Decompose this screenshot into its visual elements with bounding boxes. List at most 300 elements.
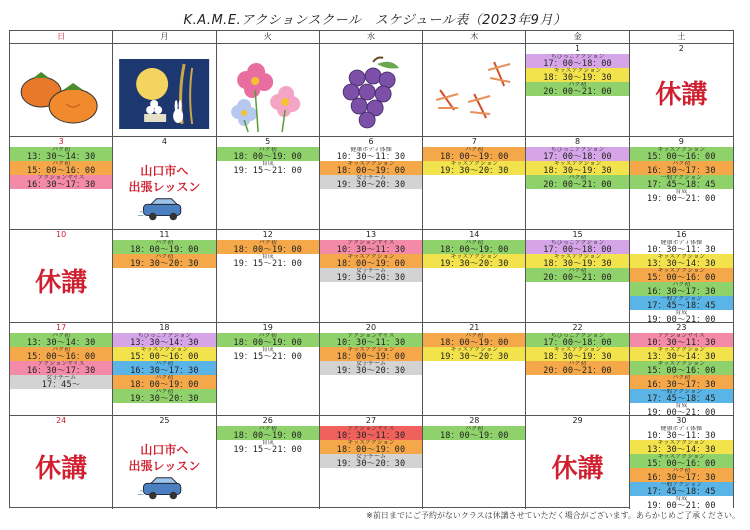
class-name: キッズアクション [553, 347, 602, 353]
class-name: キッズアクション [140, 347, 189, 353]
class-slot[interactable] [10, 333, 112, 347]
class-name: パク初 [258, 333, 277, 339]
class-time: 10：30～11：30 [336, 152, 406, 161]
class-name: キッズアクション [347, 347, 395, 353]
class-time: 20：00～21：00 [543, 366, 612, 375]
class-slot[interactable] [423, 240, 525, 254]
class-time: 18：00～19：00 [336, 166, 406, 175]
class-slot[interactable] [320, 333, 422, 347]
class-slot[interactable] [630, 268, 733, 282]
class-slot[interactable] [320, 161, 422, 175]
class-name: パク初 [465, 147, 484, 153]
class-name: 女子チーム [355, 268, 386, 274]
class-name: 女子チーム [355, 454, 386, 460]
class-time: 18：30～19：30 [543, 259, 612, 268]
day-number: 16 [676, 230, 687, 239]
class-time: 19：30～20：30 [439, 352, 509, 361]
day-number: 24 [56, 416, 67, 425]
day-number: 19 [262, 323, 273, 332]
class-name: 女子チーム [355, 175, 386, 181]
trip-line-2: 出張レッスン [128, 180, 201, 194]
class-name: パク初 [155, 361, 174, 367]
class-slot[interactable] [10, 347, 112, 361]
class-time: 18：00～19：00 [336, 352, 406, 361]
class-name: アクションサイズ [657, 333, 705, 339]
day-cell [217, 230, 320, 323]
class-slot[interactable] [320, 347, 422, 361]
class-slot[interactable] [526, 361, 628, 375]
class-slot[interactable] [630, 468, 733, 482]
class-slot[interactable] [630, 454, 733, 468]
class-name: 育成 [675, 496, 688, 502]
day-cell [10, 137, 113, 230]
persimmon-illustration [10, 54, 112, 134]
class-slot[interactable] [320, 147, 422, 161]
class-time: 17：00～18：00 [543, 152, 612, 161]
day-cell [10, 323, 113, 416]
class-name: アクションサイズ [37, 361, 85, 367]
class-name: キッズアクション [657, 361, 706, 367]
day-cell [113, 416, 216, 509]
class-slot[interactable] [630, 347, 733, 361]
day-number: 22 [572, 323, 583, 332]
day-number: 14 [469, 230, 480, 239]
class-time: 13：30～14：30 [647, 259, 716, 268]
class-name: ちびっこアクション [550, 147, 605, 153]
class-name: パク初 [568, 268, 587, 274]
dragonfly-illustration [423, 54, 525, 134]
class-time: 18：30～19：30 [543, 166, 612, 175]
day-cell [113, 137, 216, 230]
class-time: 18：00～19：00 [439, 431, 509, 440]
class-time: 17：45～18：45 [647, 180, 716, 189]
class-time: 20：00～21：00 [543, 273, 612, 282]
class-time: 18：00～19：00 [336, 259, 406, 268]
day-cell [320, 230, 423, 323]
day-cell [10, 416, 113, 509]
day-cell [320, 323, 423, 416]
class-name: 健康ボディ体操 [660, 240, 703, 246]
class-slot[interactable] [320, 254, 422, 268]
class-name: パク初 [672, 161, 691, 167]
trip-line-1: 山口市へ [140, 443, 189, 457]
class-time: 13：30～14：30 [647, 352, 716, 361]
day-cell [526, 137, 629, 230]
class-time: 16：30～17：30 [647, 287, 716, 296]
class-time: 17：45～18：45 [647, 301, 716, 310]
weekday-header [10, 31, 733, 44]
class-time: 19：30～20：30 [130, 394, 199, 403]
class-slot[interactable] [526, 147, 628, 161]
class-slot[interactable] [217, 161, 319, 175]
class-slot[interactable] [10, 161, 112, 175]
class-name: 健康ボディ体操 [660, 426, 703, 432]
class-name: キッズアクション [553, 161, 602, 167]
class-name: パク初 [465, 240, 484, 246]
class-slot[interactable] [630, 240, 733, 254]
footer-note: ※前日までにご予約がないクラスは休講させていただく場合がございます。あらかじめご了承ください。 [366, 511, 740, 520]
class-slot[interactable] [10, 147, 112, 161]
class-slot[interactable] [320, 240, 422, 254]
class-slot[interactable] [526, 347, 628, 361]
day-number: 10 [56, 230, 67, 239]
class-time: 18：00～19：00 [233, 245, 303, 254]
class-name: パク初 [568, 82, 587, 88]
class-time: 19：00～21：00 [647, 501, 716, 509]
class-slot[interactable] [526, 161, 628, 175]
class-slot[interactable] [113, 375, 215, 389]
class-name: キッズアクション [657, 440, 706, 446]
class-time: 10：30～11：30 [647, 431, 716, 440]
day-number: 3 [58, 137, 64, 146]
class-slot[interactable] [113, 240, 215, 254]
class-name: アクションサイズ [37, 175, 85, 181]
day-cell [526, 323, 629, 416]
class-time: 10：30～11：30 [336, 431, 406, 440]
class-time: 16：30～17：30 [647, 473, 716, 482]
class-name: パク初 [52, 147, 71, 153]
class-slot[interactable] [630, 254, 733, 268]
class-time: 13：30～14：30 [647, 445, 716, 454]
day-cell [630, 137, 733, 230]
day-number: 26 [262, 416, 273, 425]
class-slot[interactable] [630, 333, 733, 347]
class-time: 18：00～19：00 [439, 338, 509, 347]
class-slot[interactable] [217, 347, 319, 361]
class-time: 19：15～21：00 [233, 259, 303, 268]
class-name: キッズアクション [553, 68, 602, 74]
class-name: 女子チーム [355, 361, 386, 367]
class-slot[interactable] [113, 347, 215, 361]
class-name: 育成 [261, 161, 274, 167]
class-time: 13：30～14：30 [26, 152, 96, 161]
class-slot[interactable] [217, 440, 319, 454]
class-name: キッズアクション [657, 147, 706, 153]
class-time: 18：00～19：00 [233, 338, 303, 347]
class-slot[interactable] [113, 254, 215, 268]
class-time: 19：15～21：00 [233, 445, 303, 454]
class-time: 19：30～20：30 [336, 180, 406, 189]
class-slot[interactable] [630, 440, 733, 454]
day-number: 20 [365, 323, 377, 332]
class-slot[interactable] [423, 147, 525, 161]
class-name: アクションサイズ [347, 426, 395, 432]
class-slot[interactable] [320, 268, 422, 282]
class-time: 15：00～16：00 [647, 366, 716, 375]
class-time: 10：30～11：30 [336, 245, 406, 254]
class-slot[interactable] [526, 175, 628, 189]
grape-illustration [320, 54, 422, 134]
car-icon [113, 195, 215, 227]
class-slot[interactable] [10, 375, 112, 389]
class-time: 17：45～18：45 [647, 394, 716, 403]
class-slot[interactable] [630, 375, 733, 389]
day-number: 11 [159, 230, 170, 239]
day-cell [320, 44, 423, 137]
trip-line-2: 出張レッスン [128, 459, 201, 473]
class-slot[interactable] [630, 189, 733, 203]
class-time: 19：30～20：30 [336, 366, 406, 375]
lesson-trip-label [113, 163, 215, 195]
day-cell [526, 416, 629, 509]
class-time: 18：00～19：00 [130, 245, 199, 254]
class-name: 育成 [675, 189, 688, 195]
class-name: 育成 [261, 347, 274, 353]
day-cell [10, 44, 113, 137]
class-slot[interactable] [630, 175, 733, 189]
class-name: 育成 [261, 254, 274, 260]
class-slot[interactable] [320, 440, 422, 454]
day-number: 5 [265, 137, 271, 146]
class-name: パク初 [568, 361, 587, 367]
class-name: キッズアクション [657, 268, 706, 274]
class-time: 18：00～19：00 [439, 152, 509, 161]
closed-label: 休講 [551, 454, 604, 484]
moon-viewing-illustration [113, 54, 215, 134]
class-slot[interactable] [630, 147, 733, 161]
class-slot[interactable] [526, 68, 628, 82]
class-time: 18：00～19：00 [336, 445, 406, 454]
day-number: 1 [575, 44, 581, 53]
class-time: 15：00～16：00 [130, 352, 199, 361]
class-time: 19：00～21：00 [647, 194, 716, 203]
weekday-sat: 土 [677, 32, 686, 41]
class-slot[interactable] [113, 361, 215, 375]
class-time: 10：30～11：30 [647, 245, 716, 254]
class-slot[interactable] [526, 268, 628, 282]
class-slot[interactable] [630, 361, 733, 375]
class-slot[interactable] [630, 389, 733, 403]
class-name: パク初 [258, 147, 277, 153]
day-cell [630, 230, 733, 323]
class-time: 15：00～16：00 [26, 352, 96, 361]
day-cell [526, 230, 629, 323]
class-name: パク初 [465, 426, 484, 432]
class-name: パク初 [52, 161, 71, 167]
class-name: 一般アクション [660, 389, 703, 395]
class-time: 18：00～19：00 [233, 152, 303, 161]
day-number: 9 [678, 137, 684, 146]
class-slot[interactable] [526, 82, 628, 96]
class-slot[interactable] [217, 254, 319, 268]
class-slot[interactable] [217, 147, 319, 161]
day-cell [630, 323, 733, 416]
class-time: 13：30～14：30 [130, 338, 199, 347]
class-time: 10：30～11：30 [336, 338, 406, 347]
class-time: 13：30～14：30 [26, 338, 96, 347]
class-slot[interactable] [630, 310, 733, 323]
class-name: キッズアクション [347, 440, 395, 446]
class-time: 16：30～17：30 [26, 366, 96, 375]
class-name: ちびっこアクション [137, 333, 192, 339]
class-time: 16：30～17：30 [647, 380, 716, 389]
class-slot[interactable] [217, 240, 319, 254]
weekday-wed: 水 [320, 31, 423, 43]
class-slot[interactable] [10, 361, 112, 375]
class-name: キッズアクション [657, 254, 706, 260]
day-cell [217, 323, 320, 416]
class-slot[interactable] [423, 161, 525, 175]
class-time: 19：15～21：00 [233, 166, 303, 175]
class-name: キッズアクション [450, 254, 499, 260]
class-name: キッズアクション [657, 347, 706, 353]
class-name: パク初 [465, 333, 484, 339]
day-cell [113, 323, 216, 416]
class-time: 15：00～16：00 [647, 152, 716, 161]
day-number: 15 [572, 230, 583, 239]
class-name: パク初 [52, 333, 71, 339]
day-cell [630, 416, 733, 509]
class-time: 17：00～18：00 [543, 245, 612, 254]
class-name: パク初 [155, 254, 174, 260]
class-slot[interactable] [526, 254, 628, 268]
class-slot[interactable] [630, 403, 733, 416]
day-cell [423, 416, 526, 509]
day-cell [217, 137, 320, 230]
class-name: キッズアクション [347, 161, 395, 167]
class-slot[interactable] [217, 333, 319, 347]
class-name: パク初 [672, 375, 691, 381]
closed-label: 休講 [35, 268, 88, 298]
class-time: 19：00～21：00 [647, 408, 716, 416]
class-slot[interactable] [10, 175, 112, 189]
class-name: パク初 [672, 468, 691, 474]
trip-line-1: 山口市へ [140, 164, 189, 178]
class-name: 健康ボディ体操 [350, 147, 392, 153]
class-slot[interactable] [630, 482, 733, 496]
class-time: 18：00～19：00 [439, 245, 509, 254]
class-slot[interactable] [423, 347, 525, 361]
class-slot[interactable] [526, 333, 628, 347]
class-slot[interactable] [630, 426, 733, 440]
class-slot[interactable] [320, 361, 422, 375]
class-time: 10：30～11：30 [647, 338, 716, 347]
cosmos-flower-illustration [217, 54, 319, 134]
class-name: キッズアクション [553, 254, 602, 260]
day-cell [423, 137, 526, 230]
class-name: パク初 [258, 240, 277, 246]
class-time: 16：30～17：30 [130, 366, 199, 375]
class-time: 19：15～21：00 [233, 352, 303, 361]
closed-label: 休講 [655, 80, 708, 110]
class-time: 18：30～19：30 [543, 352, 612, 361]
class-time: 18：00～19：00 [233, 431, 303, 440]
class-slot[interactable] [630, 496, 733, 509]
class-slot[interactable] [526, 54, 628, 68]
day-cell [320, 416, 423, 509]
class-name: パク初 [155, 240, 174, 246]
lesson-trip-label [113, 442, 215, 474]
class-time: 19：30～20：30 [336, 273, 406, 282]
class-time: 17：00～18：00 [543, 59, 612, 68]
class-time: 18：30～19：30 [543, 73, 612, 82]
class-slot[interactable] [113, 333, 215, 347]
class-name: パク初 [52, 347, 71, 353]
day-cell [423, 230, 526, 323]
class-name: アクションサイズ [347, 240, 395, 246]
class-time: 19：30～20：30 [336, 459, 406, 468]
class-slot[interactable] [320, 454, 422, 468]
weekday-sun: 日 [10, 31, 113, 43]
class-name: ちびっこアクション [550, 54, 605, 60]
class-name: パク初 [672, 282, 691, 288]
class-name: 一般アクション [660, 296, 703, 302]
class-slot[interactable] [113, 389, 215, 403]
closed-label: 休講 [35, 454, 88, 484]
weekday-mon: 月 [113, 31, 216, 43]
day-cell [217, 44, 320, 137]
day-cell [423, 323, 526, 416]
day-number: 29 [572, 416, 583, 425]
day-cell [320, 137, 423, 230]
class-slot[interactable] [423, 254, 525, 268]
class-time: 15：00～16：00 [647, 459, 716, 468]
class-slot[interactable] [423, 426, 525, 440]
day-number: 12 [262, 230, 273, 239]
class-time: 16：30～17：30 [647, 166, 716, 175]
weekday-thu: 木 [423, 31, 526, 43]
class-time: 20：00～21：00 [543, 180, 612, 189]
weekday-tue: 火 [217, 31, 320, 43]
class-time: 17：00～18：00 [543, 338, 612, 347]
class-name: 一般アクション [660, 175, 703, 181]
class-slot[interactable] [630, 296, 733, 310]
page-title: K.A.M.E.アクションスクール スケジュール表（2023年9月） [183, 13, 567, 28]
class-name: 一般アクション [660, 482, 703, 488]
day-cell [113, 230, 216, 323]
class-slot[interactable] [630, 282, 733, 296]
class-name: パク初 [568, 175, 587, 181]
day-number: 17 [56, 323, 67, 332]
class-time: 17：45～ [41, 380, 81, 389]
class-name: 育成 [675, 310, 688, 316]
day-number: 13 [365, 230, 377, 239]
class-time: 20：00～21：00 [543, 87, 612, 96]
class-time: 19：00～21：00 [647, 315, 716, 323]
class-time: 17：45～18：45 [647, 487, 716, 496]
day-number: 25 [159, 416, 170, 425]
day-cell [423, 44, 526, 137]
class-slot[interactable] [217, 426, 319, 440]
class-name: キッズアクション [450, 347, 499, 353]
class-slot[interactable] [320, 175, 422, 189]
class-name: 女子チーム [46, 375, 77, 381]
class-slot[interactable] [630, 161, 733, 175]
car-icon [113, 474, 215, 506]
class-slot[interactable] [423, 333, 525, 347]
class-name: キッズアクション [450, 161, 499, 167]
class-time: 15：00～16：00 [647, 273, 716, 282]
day-number: 4 [161, 137, 167, 146]
class-name: キッズアクション [347, 254, 395, 260]
class-time: 16：30～17：30 [26, 180, 96, 189]
class-slot[interactable] [320, 426, 422, 440]
day-cell [10, 230, 113, 323]
calendar-grid [10, 44, 733, 509]
day-number: 2 [678, 44, 684, 53]
day-cell [217, 416, 320, 509]
day-cell [526, 44, 629, 137]
class-name: ちびっこアクション [550, 333, 605, 339]
weekday-fri: 金 [526, 31, 629, 43]
class-name: キッズアクション [657, 454, 706, 460]
class-name: アクションサイズ [347, 333, 395, 339]
day-number: 30 [676, 416, 687, 425]
day-number: 23 [676, 323, 687, 332]
class-slot[interactable] [526, 240, 628, 254]
class-time: 19：30～20：30 [130, 259, 199, 268]
class-name: パク初 [258, 426, 277, 432]
